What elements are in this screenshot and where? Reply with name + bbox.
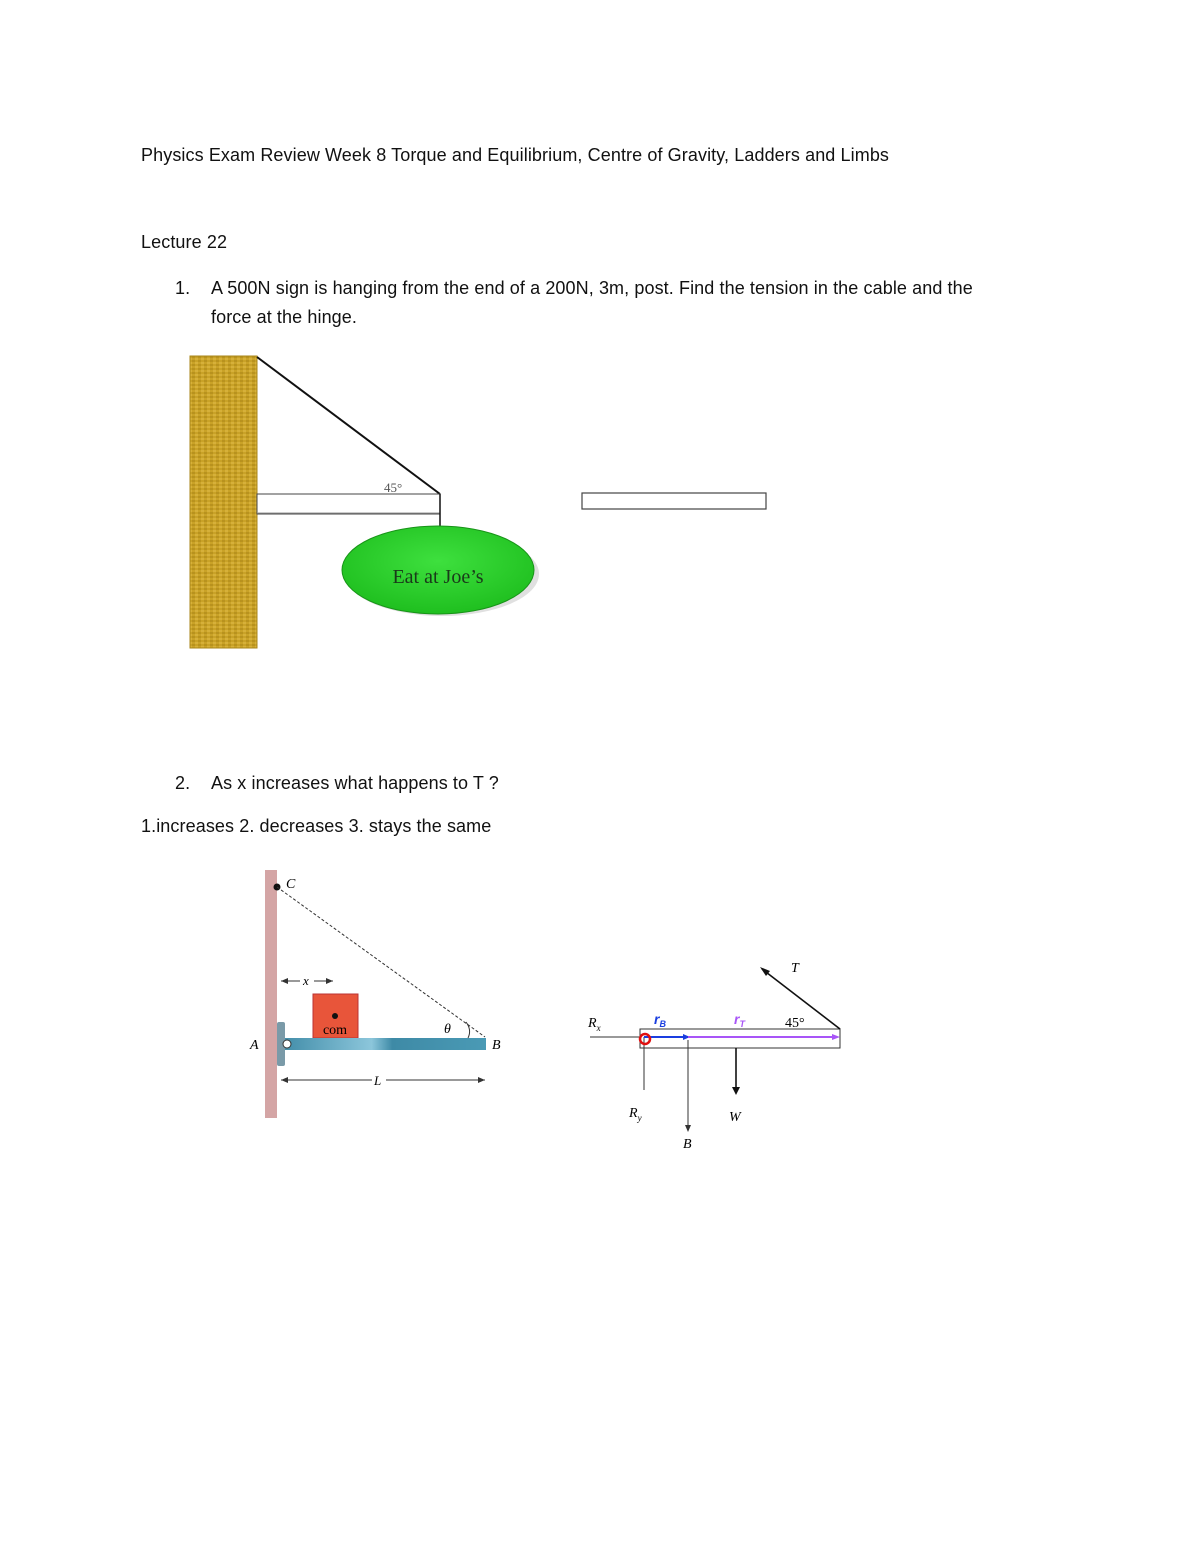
- label-a: A: [250, 1038, 259, 1053]
- section-heading: Lecture 22: [141, 232, 228, 252]
- question-1-text-cont: force at the hinge.: [211, 307, 357, 327]
- label-rt: $r_T$: [734, 1011, 745, 1029]
- sign-text: Eat at Joe’s: [392, 566, 484, 588]
- label-x: x: [303, 973, 309, 988]
- beam-3: [640, 1029, 840, 1048]
- label-b-2: B: [492, 1038, 501, 1053]
- label-angle-3: 45°: [785, 1016, 805, 1031]
- label-w: W: [729, 1110, 741, 1125]
- angle-label: 45°: [384, 480, 403, 495]
- label-theta: θ: [444, 1022, 451, 1037]
- label-t: T: [791, 961, 799, 976]
- document-title: Physics Exam Review Week 8 Torque and Equilibrium, Centre of Gravity, Ladders and Limbs: [141, 145, 890, 165]
- question-1-text: A 500N sign is hanging from the end of a 200N, 3m, post. Find the tension in the cable and the: [211, 278, 973, 298]
- question-2-number: 2.: [175, 773, 191, 793]
- question-1-number: 1.: [175, 278, 191, 298]
- question-2-options: 1.increases 2. decreases 3. stays the same: [141, 816, 492, 836]
- label-ry: $R_y$: [629, 1106, 642, 1123]
- label-l: L: [374, 1073, 382, 1088]
- label-c: C: [286, 877, 296, 892]
- label-rb: $r_B$: [654, 1011, 666, 1029]
- label-b-3: B: [683, 1137, 692, 1152]
- label-com: com: [322, 1023, 348, 1038]
- label-rx: $R_x$: [588, 1016, 601, 1033]
- question-2-text: As x increases what happens to T ?: [211, 773, 499, 793]
